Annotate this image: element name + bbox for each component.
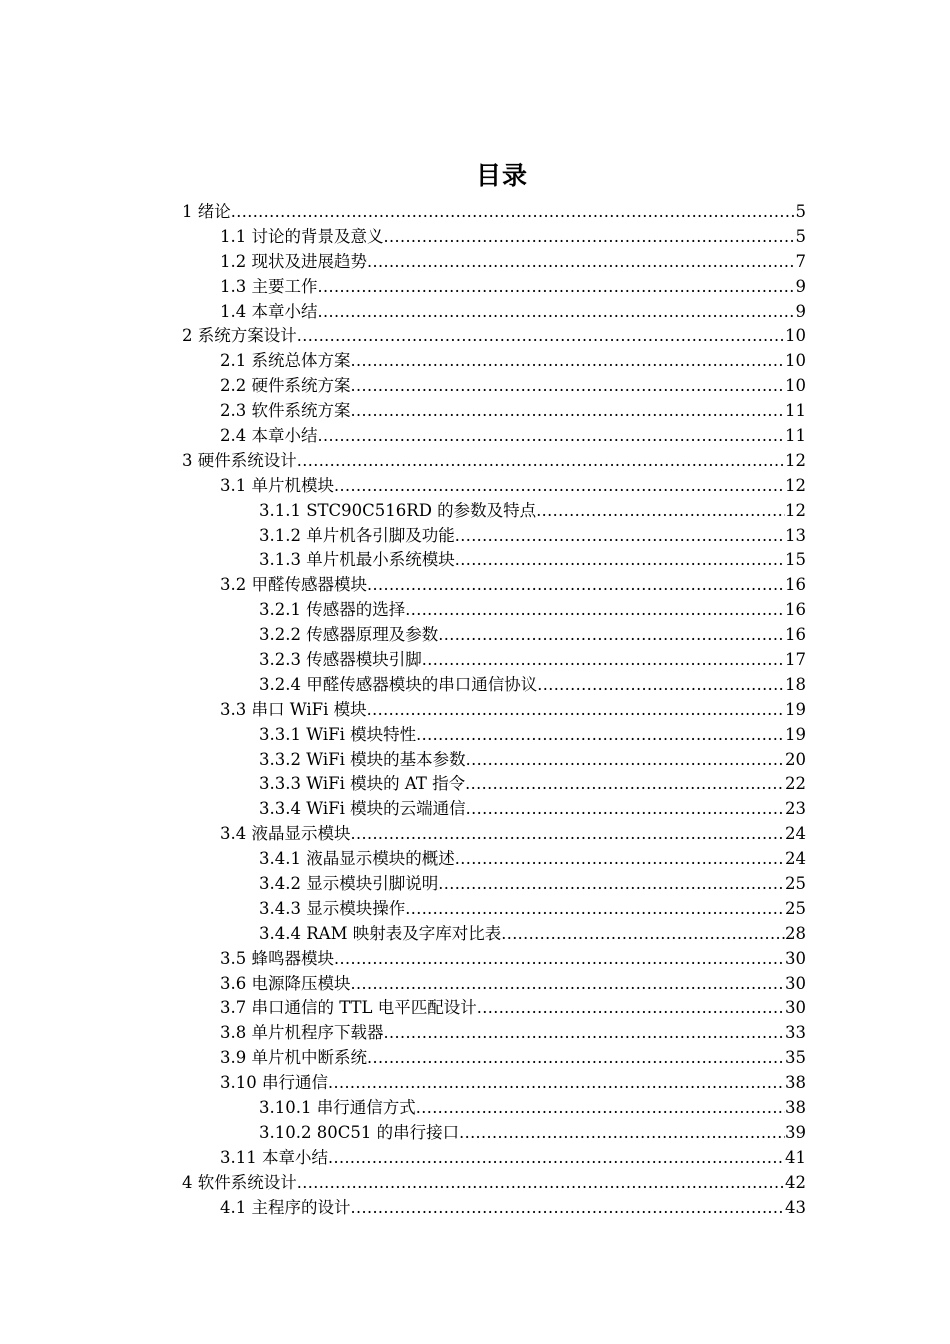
toc-dot-leader: [297, 324, 785, 349]
toc-dot-leader: [455, 847, 785, 872]
toc-entry[interactable]: [182, 275, 806, 300]
toc-entry[interactable]: [182, 499, 806, 524]
toc-entry[interactable]: [182, 300, 806, 325]
toc-entry[interactable]: [182, 399, 806, 424]
toc-entry[interactable]: [182, 374, 806, 399]
toc-page-number: 38: [785, 1098, 806, 1118]
toc-entry-title: 3.1 单片机模块: [220, 475, 334, 495]
toc-entry[interactable]: [182, 1171, 806, 1196]
toc-page-number: 24: [785, 849, 806, 869]
toc-page-number: 25: [785, 898, 806, 918]
toc-dot-leader: [367, 698, 785, 723]
toc-dot-leader: [351, 972, 786, 997]
toc-entry[interactable]: [182, 648, 806, 673]
toc-entry[interactable]: [182, 1196, 806, 1221]
toc-entry[interactable]: [182, 548, 806, 573]
toc-entry[interactable]: [182, 847, 806, 872]
toc-entry[interactable]: [182, 972, 806, 997]
toc-page-number: 33: [785, 1023, 806, 1043]
toc-dot-leader: [351, 399, 786, 424]
toc-entry-title: 3.4.1 液晶显示模块的概述: [259, 849, 455, 869]
toc-page-number: 23: [785, 799, 806, 819]
toc-dot-leader: [438, 872, 785, 897]
toc-dot-leader: [501, 922, 785, 947]
toc-entry[interactable]: [182, 573, 806, 598]
toc-page-number: 30: [785, 948, 806, 968]
toc-dot-leader: [351, 822, 786, 847]
toc-entry-title: 3.2 甲醛传感器模块: [220, 575, 367, 595]
toc-dot-leader: [367, 1046, 785, 1071]
toc-entry-title: 2.3 软件系统方案: [220, 401, 351, 421]
toc-page-number: 19: [785, 724, 806, 744]
toc-page-number: 30: [785, 973, 806, 993]
toc-page-number: 7: [795, 251, 806, 271]
toc-dot-leader: [405, 598, 785, 623]
toc-dot-leader: [477, 996, 785, 1021]
toc-entry-title: 4 软件系统设计: [182, 1172, 297, 1192]
toc-entry-title: 1 绪论: [182, 201, 231, 221]
toc-page-number: 12: [785, 475, 806, 495]
toc-entry-title: 3 硬件系统设计: [182, 450, 297, 470]
toc-entry-title: 3.3.3 WiFi 模块的 AT 指令: [259, 774, 466, 794]
toc-title: 目录: [475, 161, 528, 190]
toc-entry-title: 3.6 电源降压模块: [220, 973, 351, 993]
toc-dot-leader: [318, 424, 786, 449]
toc-entry[interactable]: [182, 822, 806, 847]
toc-page-number: 12: [785, 500, 806, 520]
toc-entry-title: 3.2.1 传感器的选择: [259, 600, 406, 620]
toc-dot-leader: [318, 275, 796, 300]
toc-page-number: 22: [785, 774, 806, 794]
toc-entry[interactable]: [182, 1021, 806, 1046]
toc-entry-title: 3.4.2 显示模块引脚说明: [259, 874, 439, 894]
toc-entry[interactable]: [182, 922, 806, 947]
toc-entry-title: 3.3.2 WiFi 模块的基本参数: [259, 749, 466, 769]
toc-page-number: 16: [785, 575, 806, 595]
toc-page-number: 35: [785, 1048, 806, 1068]
toc-entry[interactable]: [182, 324, 806, 349]
toc-entry[interactable]: [182, 1046, 806, 1071]
toc-entry[interactable]: [182, 424, 806, 449]
toc-entry[interactable]: [182, 698, 806, 723]
toc-dot-leader: [455, 524, 785, 549]
toc-entry-title: 1.3 主要工作: [220, 276, 318, 296]
toc-dot-leader: [384, 1021, 786, 1046]
toc-entry[interactable]: [182, 349, 806, 374]
toc-entry[interactable]: [182, 200, 806, 225]
toc-page-number: 24: [785, 824, 806, 844]
toc-page-number: 10: [785, 376, 806, 396]
toc-page-number: 18: [785, 674, 806, 694]
toc-entry-title: 3.10.1 串行通信方式: [259, 1098, 416, 1118]
toc-dot-leader: [351, 374, 786, 399]
toc-entry[interactable]: [182, 797, 806, 822]
toc-entry[interactable]: [182, 250, 806, 275]
toc-page-number: 10: [785, 351, 806, 371]
toc-dot-leader: [422, 648, 785, 673]
toc-entry-title: 3.8 单片机程序下载器: [220, 1023, 384, 1043]
toc-entry[interactable]: [182, 1096, 806, 1121]
toc-entry[interactable]: [182, 897, 806, 922]
toc-entry-title: 4.1 主程序的设计: [220, 1197, 351, 1217]
toc-dot-leader: [536, 499, 785, 524]
toc-page-number: 41: [785, 1147, 806, 1167]
toc-page-number: 38: [785, 1073, 806, 1093]
toc-entry-title: 3.2.2 传感器原理及参数: [259, 625, 439, 645]
toc-entry[interactable]: [182, 947, 806, 972]
toc-entry-title: 3.4.3 显示模块操作: [259, 898, 406, 918]
toc-entry-title: 3.2.3 传感器模块引脚: [259, 650, 422, 670]
toc-entry-title: 3.2.4 甲醛传感器模块的串口通信协议: [259, 674, 538, 694]
toc-page-number: 9: [795, 301, 806, 321]
toc-entry-title: 3.5 蜂鸣器模块: [220, 948, 334, 968]
toc-entry[interactable]: [182, 524, 806, 549]
toc-entry-title: 1.2 现状及进展趋势: [220, 251, 367, 271]
toc-page-number: 16: [785, 625, 806, 645]
toc-entry-title: 3.10 串行通信: [220, 1073, 328, 1093]
toc-page-number: 30: [785, 998, 806, 1018]
toc-entry-title: 3.3 串口 WiFi 模块: [220, 699, 367, 719]
toc-page-number: 20: [785, 749, 806, 769]
toc-page-number: 11: [785, 401, 806, 421]
toc-dot-leader: [466, 748, 785, 773]
toc-entry[interactable]: [182, 623, 806, 648]
toc-page-number: 13: [785, 525, 806, 545]
toc-entry[interactable]: [182, 598, 806, 623]
toc-dot-leader: [351, 349, 786, 374]
toc-entry-title: 2.4 本章小结: [220, 426, 318, 445]
toc-dot-leader: [367, 573, 785, 598]
toc-entry-title: 3.11 本章小结: [220, 1147, 328, 1167]
toc-page-number: 12: [785, 450, 806, 470]
toc-entry-title: 3.1.2 单片机各引脚及功能: [259, 525, 455, 545]
toc-entry[interactable]: [182, 723, 806, 748]
toc-entry[interactable]: [182, 997, 806, 1022]
toc-dot-leader: [416, 723, 785, 748]
toc-dot-leader: [334, 947, 785, 972]
toc-entry-title: 3.3.4 WiFi 模块的云端通信: [259, 799, 466, 819]
toc-dot-leader: [537, 673, 785, 698]
toc-entry-title: 3.9 单片机中断系统: [220, 1048, 367, 1068]
toc-entry-title: 3.1.1 STC90C516RD 的参数及特点: [259, 500, 537, 520]
toc-entry-title: 3.10.2 80C51 的串行接口: [259, 1122, 460, 1142]
toc-page-number: 15: [785, 550, 806, 570]
toc-entry[interactable]: [182, 772, 806, 797]
toc-entry[interactable]: [182, 449, 806, 474]
toc-page-number: 42: [785, 1172, 806, 1192]
toc-entry[interactable]: [182, 748, 806, 773]
toc-entry-title: 2 系统方案设计: [182, 326, 297, 346]
toc-entry[interactable]: [182, 1146, 806, 1171]
toc-dot-leader: [328, 1071, 785, 1096]
toc-page-number: 43: [785, 1197, 806, 1217]
toc-page-number: 9: [795, 276, 806, 296]
toc-page-number: 5: [795, 201, 806, 221]
toc-entry-title: 1.4 本章小结: [220, 301, 318, 321]
toc-entry-title: 3.3.1 WiFi 模块特性: [259, 724, 417, 744]
toc-page-number: 19: [785, 699, 806, 719]
toc-dot-leader: [328, 1146, 785, 1171]
toc-page-number: 10: [785, 326, 806, 346]
toc-page-number: 16: [785, 600, 806, 620]
toc-dot-leader: [466, 797, 785, 822]
toc-entry[interactable]: [182, 673, 806, 698]
toc-dot-leader: [351, 1196, 786, 1221]
toc-dot-leader: [438, 623, 785, 648]
toc-entry-title: 3.1.3 单片机最小系统模块: [259, 550, 455, 570]
toc-dot-leader: [334, 474, 785, 499]
toc-entry-title: 2.1 系统总体方案: [220, 351, 351, 371]
toc-dot-leader: [405, 897, 785, 922]
toc-entry-title: 3.4.4 RAM 映射表及字库对比表: [259, 923, 502, 943]
toc-page-number: 11: [785, 426, 806, 445]
toc-entry[interactable]: [182, 225, 806, 250]
toc-dot-leader: [416, 1096, 785, 1121]
toc-dot-leader: [459, 1121, 785, 1146]
toc-dot-leader: [297, 1171, 785, 1196]
toc-dot-leader: [384, 225, 796, 250]
toc-dot-leader: [318, 300, 796, 325]
toc-page-number: 25: [785, 874, 806, 894]
toc-dot-leader: [297, 449, 785, 474]
toc-entry-title: 1.1 讨论的背景及意义: [220, 226, 384, 246]
toc-entry[interactable]: [182, 1071, 806, 1096]
toc-page-number: 17: [785, 650, 806, 670]
toc-dot-leader: [231, 200, 796, 225]
toc-dot-leader: [455, 548, 785, 573]
toc-page-number: 5: [795, 226, 806, 246]
toc-page-number: 28: [785, 923, 806, 943]
toc-entry[interactable]: [182, 872, 806, 897]
toc-page-number: 39: [785, 1122, 806, 1142]
toc-dot-leader: [367, 250, 796, 275]
toc-entry-title: 3.7 串口通信的 TTL 电平匹配设计: [220, 998, 477, 1018]
toc-entry-title: 2.2 硬件系统方案: [220, 376, 351, 396]
toc-entry-title: 3.4 液晶显示模块: [220, 824, 351, 844]
table-of-contents: [182, 200, 806, 1221]
toc-entry[interactable]: [182, 1121, 806, 1146]
toc-dot-leader: [465, 772, 785, 797]
toc-entry[interactable]: [182, 474, 806, 499]
